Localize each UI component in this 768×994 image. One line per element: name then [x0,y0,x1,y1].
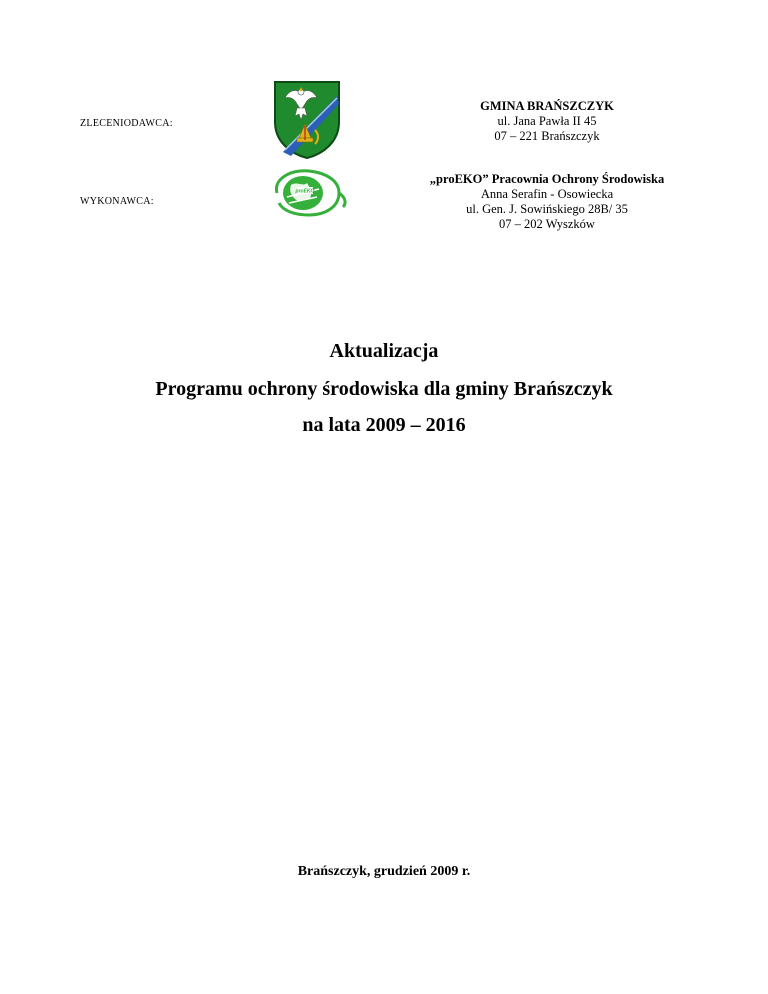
document-footer-place-date: Brańszczyk, grudzień 2009 r. [297,864,471,879]
client-label: ZLECENIODAWCA: [80,118,173,129]
client-address-line2: 07 – 221 Brańszczyk [494,129,600,143]
document-title-line1: Aktualizacja [329,340,439,362]
contractor-person: Anna Serafin - Osowiecka [480,187,614,201]
proeko-logo-icon [269,167,349,219]
contractor-address-line1: ul. Gen. J. Sowińskiego 28B/ 35 [466,202,628,216]
contractor-label: WYKONAWCA: [80,196,154,207]
proeko-logo-text: proEKO [295,188,315,195]
client-name: GMINA BRAŃSZCZYK [480,99,614,113]
client-address-block [382,99,712,144]
document-title-line2: Programu ochrony środowiska dla gminy Brańszczyk [155,378,613,400]
client-address-line1: ul. Jana Pawła II 45 [497,114,597,128]
contractor-address-line2: 07 – 202 Wyszków [499,217,595,231]
document-title-line3: na lata 2009 – 2016 [302,414,466,436]
contractor-name: „proEKO” Pracownia Ochrony Środowiska [429,172,665,186]
municipal-crest-icon [271,78,343,160]
contractor-address-block [382,172,712,232]
